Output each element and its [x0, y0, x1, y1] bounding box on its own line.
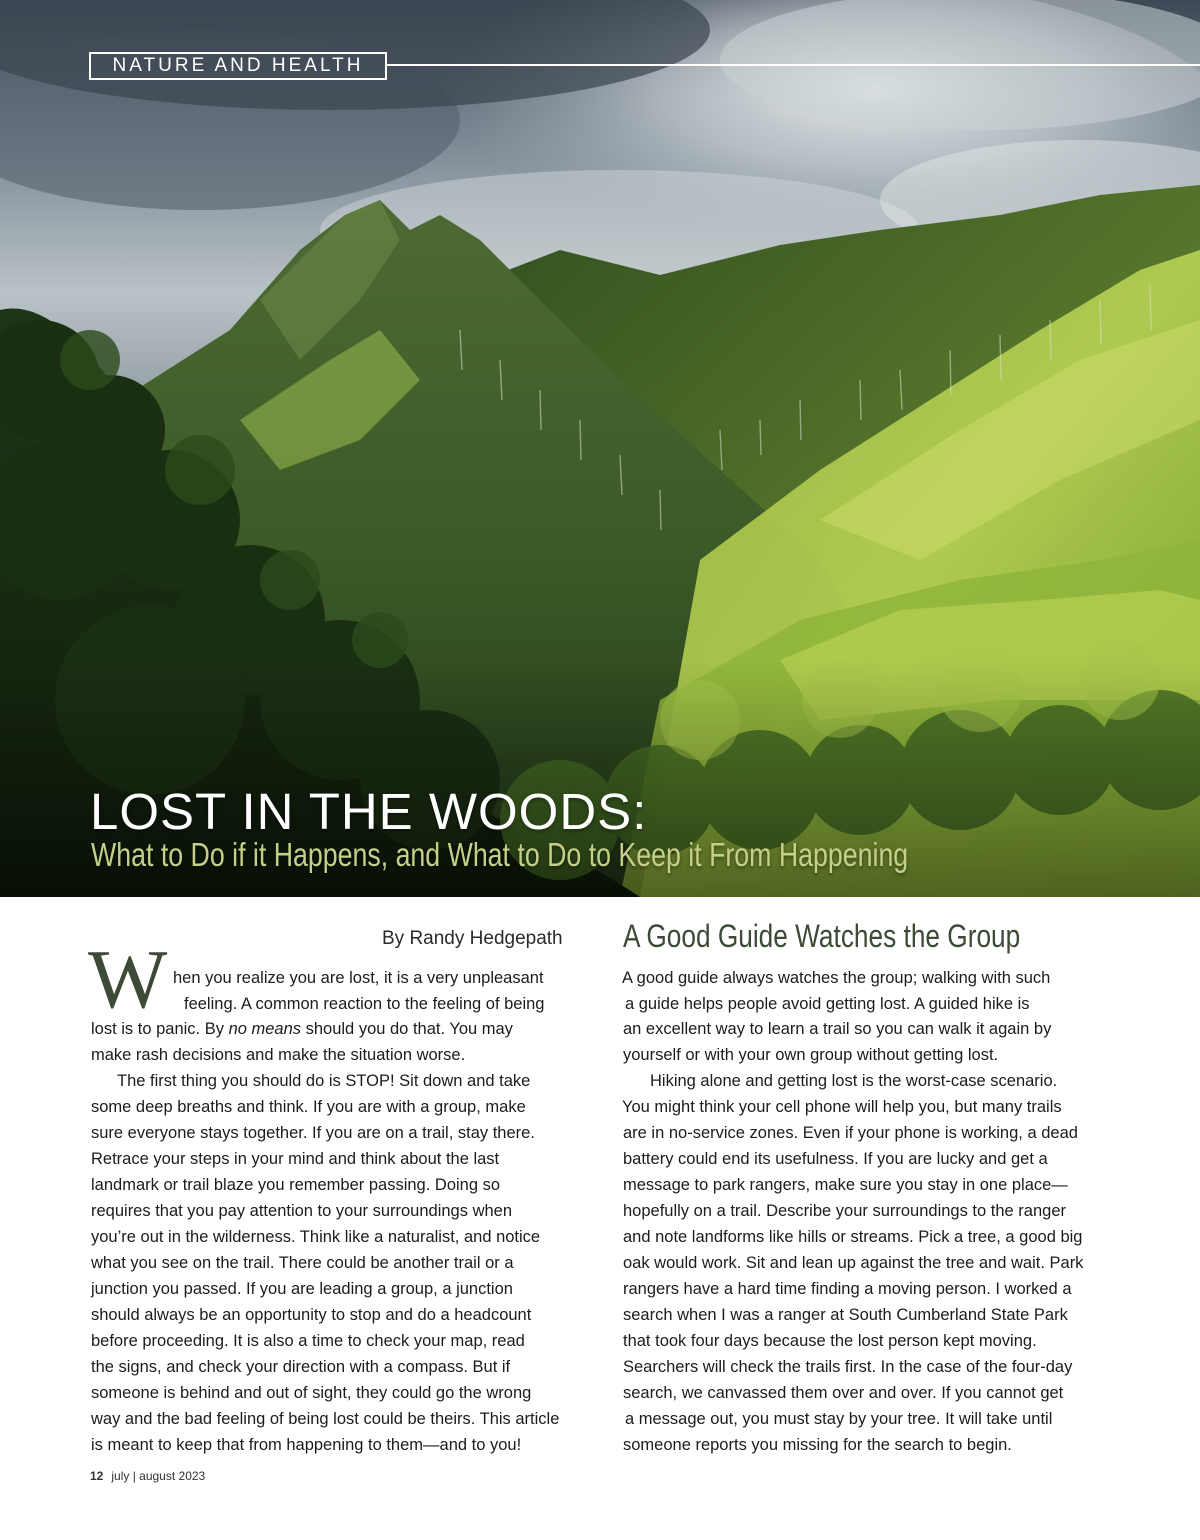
body-line: way and the bad feeling of being lost could be theirs. This article [91, 1410, 560, 1428]
body-line: hen you realize you are lost, it is a very unpleasant [173, 969, 544, 987]
article-headline: LOST IN THE WOODS: [90, 783, 648, 840]
body-line: rangers have a hard time finding a moving person. I worked a [623, 1280, 1072, 1298]
page-number: 12 [90, 1469, 104, 1483]
body-line: search, we canvassed them over and over. If you cannot get [623, 1384, 1064, 1402]
drop-cap: W [88, 933, 168, 1026]
body-line: Retrace your steps in your mind and think about the last [91, 1150, 500, 1168]
body-line: are in no-service zones. Even if your phone is working, a dead [623, 1124, 1078, 1142]
body-line: oak would work. Sit and lean up against the tree and wait. Park [623, 1254, 1084, 1272]
body-line: yourself or with your own group without getting lost. [623, 1046, 999, 1064]
body-line: a message out, you must stay by your tree. It will take until [625, 1410, 1053, 1428]
body-line: lost is to panic. By no means should you do that. You may [91, 1020, 513, 1038]
body-line: make rash decisions and make the situation worse. [91, 1046, 466, 1064]
body-line: battery could end its usefulness. If you are lucky and get a [623, 1150, 1048, 1168]
body-line: sure everyone stays together. If you are on a trail, stay there. [91, 1124, 535, 1142]
body-line: you’re out in the wilderness. Think like a naturalist, and notice [91, 1228, 541, 1246]
issue-date: july | august 2023 [111, 1469, 206, 1483]
section-heading: A Good Guide Watches the Group [623, 918, 1021, 954]
body-line: some deep breaths and think. If you are with a group, make [91, 1098, 526, 1116]
body-line: before proceeding. It is also a time to check your map, read [91, 1332, 525, 1350]
page-footer [90, 1469, 205, 1483]
body-line: and note landforms like hills or streams. Pick a tree, a good big [623, 1228, 1083, 1246]
body-line: Hiking alone and getting lost is the worst-case scenario. [650, 1072, 1058, 1090]
body-line: a guide helps people avoid getting lost. A guided hike is [625, 995, 1030, 1013]
article-subheadline: What to Do if it Happens, and What to Do to Keep it From Happening [91, 836, 909, 873]
body-line: junction you passed. If you are leading a group, a junction [91, 1280, 513, 1298]
section-tag-label: NATURE AND HEALTH [112, 55, 364, 76]
section-divider [387, 64, 1200, 66]
body-line: Searchers will check the trails first. In the case of the four-day [623, 1358, 1073, 1376]
body-line: search when I was a ranger at South Cumberland State Park [623, 1306, 1068, 1324]
body-line: what you see on the trail. There could be another trail or a [91, 1254, 514, 1272]
body-line: The first thing you should do is STOP! Sit down and take [117, 1072, 531, 1090]
body-line: someone reports you missing for the search to begin. [623, 1436, 1012, 1454]
body-line: feeling. A common reaction to the feeling of being [184, 995, 545, 1013]
body-line: should always be an opportunity to stop and do a headcount [91, 1306, 532, 1324]
body-line: landmark or trail blaze you remember passing. Doing so [91, 1176, 501, 1194]
body-line: You might think your cell phone will help you, but many trails [622, 1098, 1062, 1116]
body-line: message to park rangers, make sure you stay in one place— [623, 1176, 1068, 1194]
body-line: hopefully on a trail. Describe your surroundings to the ranger [623, 1202, 1066, 1220]
body-line: the signs, and check your direction with a compass. But if [91, 1358, 511, 1376]
section-tag [89, 52, 387, 80]
body-line: requires that you pay attention to your surroundings when [91, 1202, 513, 1220]
body-line: an excellent way to learn a trail so you can walk it again by [623, 1020, 1052, 1038]
body-line: someone is behind and out of sight, they could go the wrong [91, 1384, 532, 1402]
body-line: A good guide always watches the group; walking with such [622, 969, 1051, 987]
author-byline: By Randy Hedgepath [382, 928, 563, 949]
body-line: that took four days because the lost person kept moving. [623, 1332, 1037, 1350]
body-line: is meant to keep that from happening to them—and to you! [91, 1436, 522, 1454]
